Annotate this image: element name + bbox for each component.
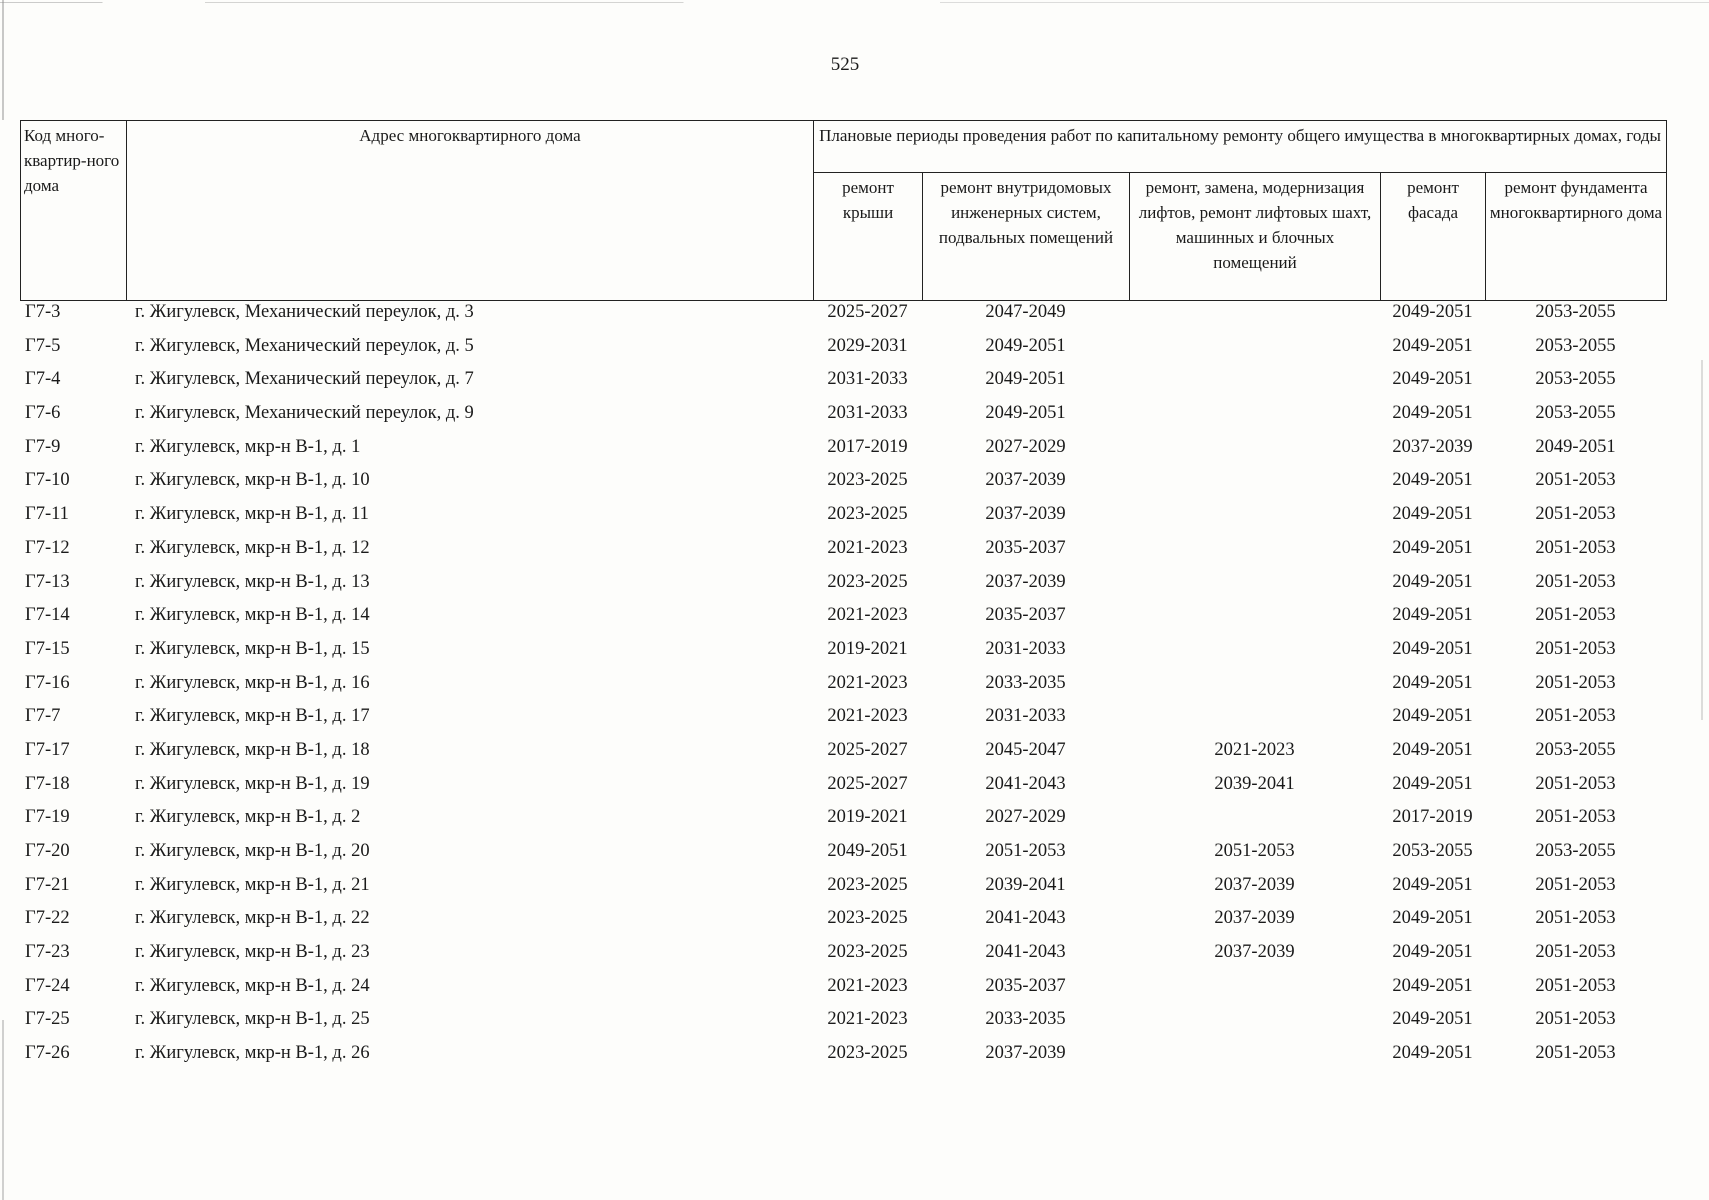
table-row	[20, 976, 1666, 1010]
table-row	[20, 336, 1666, 370]
cell-lifts	[1129, 706, 1380, 740]
cell-code: Г7-12	[25, 537, 70, 558]
cell-address: г. Жигулевск, мкр-н В-1, д. 1	[135, 436, 361, 457]
cell-lifts: 2021-2023	[1214, 739, 1295, 760]
cell-systems: 2037-2039	[985, 504, 1066, 525]
table-row	[20, 673, 1666, 707]
header-foundation: ремонт фундамента многоквартирного дома	[1486, 173, 1667, 301]
cell-facade: 2049-2051	[1392, 605, 1473, 626]
table-row	[20, 740, 1666, 774]
cell-foundation: 2053-2055	[1535, 403, 1616, 424]
cell-lifts	[1129, 538, 1380, 572]
cell-address: г. Жигулевск, мкр-н В-1, д. 10	[135, 470, 370, 491]
cell-address: г. Жигулевск, Механический переулок, д. 5	[135, 335, 474, 356]
cell-lifts	[1129, 807, 1380, 841]
header-systems: ремонт внутридомовых инженерных систем, подвальных помещений	[923, 173, 1130, 301]
table-row	[20, 942, 1666, 976]
cell-foundation: 2051-2053	[1535, 605, 1616, 626]
cell-code: Г7-18	[25, 773, 70, 794]
cell-lifts	[1129, 504, 1380, 538]
cell-systems: 2037-2039	[985, 470, 1066, 491]
table-row	[20, 639, 1666, 673]
cell-systems: 2037-2039	[985, 1043, 1066, 1064]
cell-systems: 2031-2033	[985, 638, 1066, 659]
table-row	[20, 437, 1666, 471]
cell-foundation: 2049-2051	[1535, 436, 1616, 457]
cell-roof: 2021-2023	[827, 605, 908, 626]
cell-roof: 2019-2021	[827, 638, 908, 659]
cell-systems: 2027-2029	[985, 807, 1066, 828]
cell-address: г. Жигулевск, мкр-н В-1, д. 19	[135, 773, 370, 794]
cell-address: г. Жигулевск, мкр-н В-1, д. 2	[135, 807, 361, 828]
cell-lifts	[1129, 1009, 1380, 1043]
cell-lifts	[1129, 403, 1380, 437]
cell-facade: 2049-2051	[1392, 1009, 1473, 1030]
cell-address: г. Жигулевск, мкр-н В-1, д. 16	[135, 672, 370, 693]
cell-roof: 2049-2051	[827, 841, 908, 861]
cell-facade: 2049-2051	[1392, 403, 1473, 424]
cell-lifts	[1129, 976, 1380, 1010]
cell-code: Г7-9	[25, 436, 61, 457]
header-address: Адрес многоквартирного дома	[127, 121, 814, 301]
cell-address: г. Жигулевск, мкр-н В-1, д. 13	[135, 571, 370, 592]
cell-facade: 2049-2051	[1392, 739, 1473, 760]
cell-foundation: 2051-2053	[1535, 942, 1616, 963]
table-row	[20, 403, 1666, 437]
cell-facade: 2049-2051	[1392, 874, 1473, 895]
cell-code: Г7-21	[25, 874, 70, 895]
cell-address: г. Жигулевск, мкр-н В-1, д. 14	[135, 605, 370, 626]
header-facade: ремонт фасада	[1381, 173, 1486, 301]
cell-systems: 2031-2033	[985, 706, 1066, 727]
cell-foundation: 2051-2053	[1535, 470, 1616, 491]
cell-facade: 2049-2051	[1392, 672, 1473, 693]
table-row	[20, 841, 1666, 875]
cell-address: г. Жигулевск, Механический переулок, д. 9	[135, 403, 474, 424]
header-lifts: ремонт, замена, модернизация лифтов, ремонт лифтовых шахт, машинных и блочных помещений	[1130, 173, 1381, 301]
cell-facade: 2037-2039	[1392, 436, 1473, 457]
cell-foundation: 2053-2055	[1535, 369, 1616, 390]
cell-code: Г7-6	[25, 403, 61, 424]
cell-code: Г7-16	[25, 672, 70, 693]
table-row	[20, 706, 1666, 740]
header-roof: ремонт крыши	[814, 173, 923, 301]
cell-systems: 2035-2037	[985, 537, 1066, 558]
table-row	[20, 538, 1666, 572]
cell-foundation: 2051-2053	[1535, 1009, 1616, 1030]
cell-systems: 2035-2037	[985, 975, 1066, 996]
cell-systems: 2049-2051	[985, 403, 1066, 424]
cell-foundation: 2051-2053	[1535, 773, 1616, 794]
cell-address: г. Жигулевск, Механический переулок, д. 3	[135, 302, 474, 322]
cell-foundation: 2053-2055	[1535, 841, 1616, 861]
cell-roof: 2031-2033	[827, 369, 908, 390]
table-row	[20, 807, 1666, 841]
cell-systems: 2051-2053	[985, 841, 1066, 861]
table-row	[20, 369, 1666, 403]
cell-address: г. Жигулевск, мкр-н В-1, д. 12	[135, 537, 370, 558]
cell-code: Г7-19	[25, 807, 70, 828]
cell-facade: 2017-2019	[1392, 807, 1473, 828]
cell-facade: 2049-2051	[1392, 470, 1473, 491]
cell-roof: 2023-2025	[827, 942, 908, 963]
cell-lifts: 2051-2053	[1214, 841, 1295, 861]
cell-roof: 2025-2027	[827, 739, 908, 760]
cell-code: Г7-14	[25, 605, 70, 626]
cell-facade: 2049-2051	[1392, 1043, 1473, 1064]
table-row	[20, 1043, 1666, 1077]
table-body	[20, 302, 1666, 1077]
cell-foundation: 2051-2053	[1535, 908, 1616, 929]
cell-roof: 2023-2025	[827, 571, 908, 592]
cell-code: Г7-23	[25, 942, 70, 963]
cell-roof: 2021-2023	[827, 706, 908, 727]
cell-address: г. Жигулевск, мкр-н В-1, д. 26	[135, 1043, 370, 1064]
cell-code: Г7-26	[25, 1043, 70, 1064]
table-header	[20, 120, 1667, 301]
cell-address: г. Жигулевск, мкр-н В-1, д. 18	[135, 739, 370, 760]
cell-code: Г7-22	[25, 908, 70, 929]
cell-foundation: 2051-2053	[1535, 874, 1616, 895]
cell-foundation: 2051-2053	[1535, 1043, 1616, 1064]
cell-systems: 2041-2043	[985, 908, 1066, 929]
cell-facade: 2049-2051	[1392, 638, 1473, 659]
table-row	[20, 572, 1666, 606]
cell-foundation: 2051-2053	[1535, 672, 1616, 693]
cell-systems: 2041-2043	[985, 942, 1066, 963]
cell-facade: 2049-2051	[1392, 706, 1473, 727]
cell-facade: 2049-2051	[1392, 335, 1473, 356]
cell-facade: 2049-2051	[1392, 908, 1473, 929]
cell-code: Г7-17	[25, 739, 70, 760]
cell-facade: 2049-2051	[1392, 504, 1473, 525]
cell-foundation: 2053-2055	[1535, 739, 1616, 760]
cell-facade: 2049-2051	[1392, 302, 1473, 322]
cell-lifts	[1129, 336, 1380, 370]
cell-foundation: 2051-2053	[1535, 504, 1616, 525]
cell-lifts	[1129, 572, 1380, 606]
cell-roof: 2021-2023	[827, 672, 908, 693]
cell-roof: 2023-2025	[827, 908, 908, 929]
scan-edge-top	[0, 2, 1709, 3]
cell-roof: 2023-2025	[827, 874, 908, 895]
scan-edge-right	[1701, 0, 1703, 1200]
cell-roof: 2029-2031	[827, 335, 908, 356]
table-row	[20, 1009, 1666, 1043]
cell-facade: 2049-2051	[1392, 537, 1473, 558]
cell-foundation: 2053-2055	[1535, 335, 1616, 356]
cell-lifts	[1129, 369, 1380, 403]
cell-lifts	[1129, 673, 1380, 707]
cell-systems: 2045-2047	[985, 739, 1066, 760]
cell-lifts	[1129, 437, 1380, 471]
cell-foundation: 2051-2053	[1535, 537, 1616, 558]
cell-systems: 2037-2039	[985, 571, 1066, 592]
cell-facade: 2049-2051	[1392, 942, 1473, 963]
cell-facade: 2053-2055	[1392, 841, 1473, 861]
cell-code: Г7-25	[25, 1009, 70, 1030]
cell-code: Г7-4	[25, 369, 61, 390]
cell-address: г. Жигулевск, мкр-н В-1, д. 11	[135, 504, 369, 525]
cell-roof: 2025-2027	[827, 302, 908, 322]
cell-roof: 2023-2025	[827, 470, 908, 491]
cell-systems: 2049-2051	[985, 369, 1066, 390]
cell-code: Г7-5	[25, 335, 61, 356]
cell-code: Г7-10	[25, 470, 70, 491]
cell-code: Г7-15	[25, 638, 70, 659]
cell-foundation: 2053-2055	[1535, 302, 1616, 322]
cell-foundation: 2051-2053	[1535, 706, 1616, 727]
cell-lifts	[1129, 1043, 1380, 1077]
cell-lifts: 2037-2039	[1214, 942, 1295, 963]
cell-code: Г7-7	[25, 706, 61, 727]
cell-roof: 2017-2019	[827, 436, 908, 457]
cell-lifts	[1129, 605, 1380, 639]
table-row	[20, 908, 1666, 942]
cell-address: г. Жигулевск, мкр-н В-1, д. 20	[135, 841, 370, 861]
cell-foundation: 2051-2053	[1535, 975, 1616, 996]
cell-systems: 2041-2043	[985, 773, 1066, 794]
cell-address: г. Жигулевск, мкр-н В-1, д. 22	[135, 908, 370, 929]
cell-systems: 2033-2035	[985, 1009, 1066, 1030]
cell-address: г. Жигулевск, Механический переулок, д. 7	[135, 369, 474, 390]
cell-systems: 2033-2035	[985, 672, 1066, 693]
cell-address: г. Жигулевск, мкр-н В-1, д. 17	[135, 706, 370, 727]
cell-roof: 2023-2025	[827, 504, 908, 525]
cell-code: Г7-13	[25, 571, 70, 592]
cell-roof: 2021-2023	[827, 1009, 908, 1030]
cell-foundation: 2051-2053	[1535, 807, 1616, 828]
cell-address: г. Жигулевск, мкр-н В-1, д. 23	[135, 942, 370, 963]
table-row	[20, 470, 1666, 504]
table-row	[20, 302, 1666, 336]
cell-systems: 2035-2037	[985, 605, 1066, 626]
cell-systems: 2047-2049	[985, 302, 1066, 322]
cell-lifts: 2039-2041	[1214, 773, 1295, 794]
table-row	[20, 504, 1666, 538]
cell-roof: 2021-2023	[827, 975, 908, 996]
scan-edge-left	[2, 0, 4, 1200]
cell-address: г. Жигулевск, мкр-н В-1, д. 21	[135, 874, 370, 895]
cell-lifts: 2037-2039	[1214, 908, 1295, 929]
cell-roof: 2021-2023	[827, 537, 908, 558]
table-row	[20, 875, 1666, 909]
cell-code: Г7-24	[25, 975, 70, 996]
data-table	[20, 302, 1666, 1077]
cell-lifts	[1129, 470, 1380, 504]
table-row	[20, 605, 1666, 639]
header-periods-group: Плановые периоды проведения работ по капитальному ремонту общего имущества в многоквартирных домах, годы	[814, 121, 1667, 173]
cell-facade: 2049-2051	[1392, 975, 1473, 996]
cell-systems: 2049-2051	[985, 335, 1066, 356]
cell-roof: 2023-2025	[827, 1043, 908, 1064]
cell-foundation: 2051-2053	[1535, 638, 1616, 659]
cell-code: Г7-20	[25, 841, 70, 861]
cell-facade: 2049-2051	[1392, 773, 1473, 794]
cell-systems: 2039-2041	[985, 874, 1066, 895]
header-code: Код много-квартир-ного дома	[21, 121, 127, 301]
cell-roof: 2019-2021	[827, 807, 908, 828]
cell-facade: 2049-2051	[1392, 369, 1473, 390]
table-row	[20, 774, 1666, 808]
cell-lifts: 2037-2039	[1214, 874, 1295, 895]
cell-systems: 2027-2029	[985, 436, 1066, 457]
cell-address: г. Жигулевск, мкр-н В-1, д. 25	[135, 1009, 370, 1030]
cell-address: г. Жигулевск, мкр-н В-1, д. 15	[135, 638, 370, 659]
cell-roof: 2031-2033	[827, 403, 908, 424]
page-number: 525	[830, 54, 860, 75]
cell-lifts	[1129, 302, 1380, 336]
cell-foundation: 2051-2053	[1535, 571, 1616, 592]
cell-roof: 2025-2027	[827, 773, 908, 794]
cell-code: Г7-3	[25, 302, 61, 322]
cell-code: Г7-11	[25, 504, 69, 525]
cell-lifts	[1129, 639, 1380, 673]
cell-facade: 2049-2051	[1392, 571, 1473, 592]
cell-address: г. Жигулевск, мкр-н В-1, д. 24	[135, 975, 370, 996]
